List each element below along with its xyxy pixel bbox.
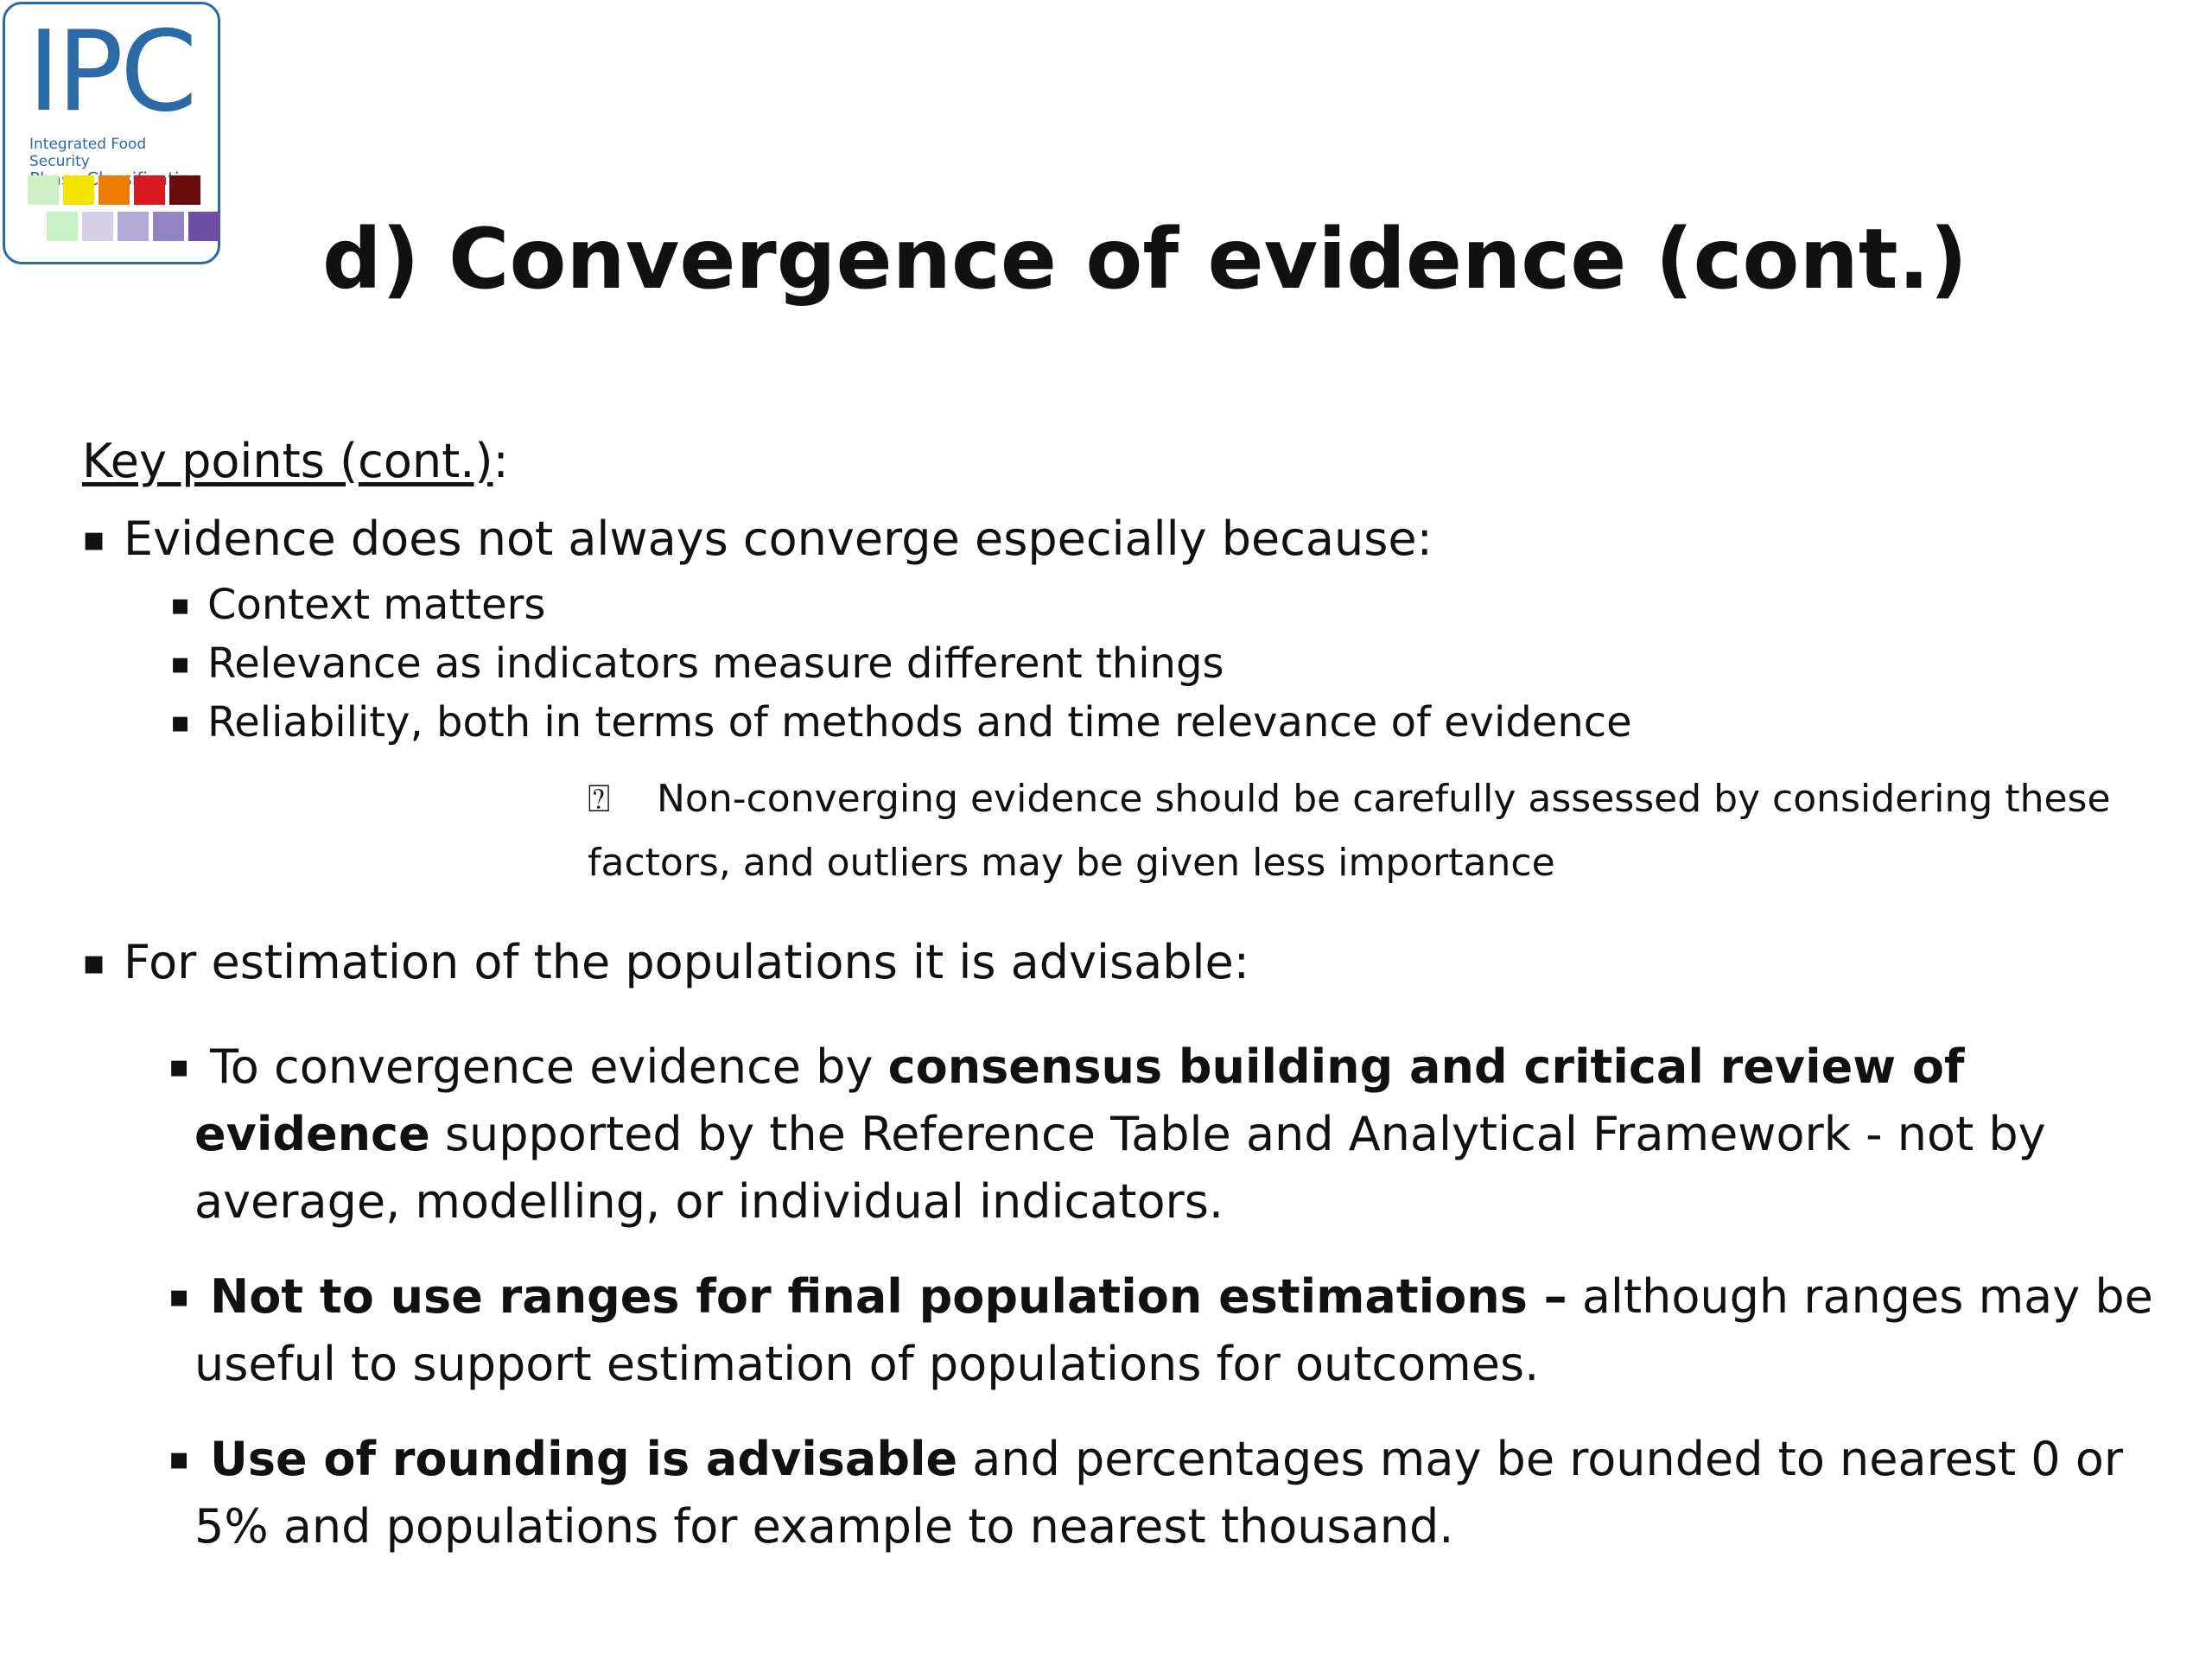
bullet: ▪ <box>168 1279 190 1314</box>
note-text: Non-converging evidence should be carefully assessed by considering these factors, and outliers may be given less importance <box>588 777 2111 885</box>
point-2-sub-3 <box>82 1426 2182 1560</box>
missing-glyph-icon: ⍰ <box>588 777 611 821</box>
phase-swatch <box>63 175 94 205</box>
key-points-heading <box>82 432 2182 491</box>
bullet: ▪ <box>168 1441 190 1477</box>
sub-text: Reliability, both in terms of methods and time relevance of evidence <box>207 698 1632 747</box>
sub-bold: Not to use ranges for final population estimations – <box>210 1269 1567 1324</box>
sub-text: Relevance as indicators measure different things <box>207 639 1224 688</box>
phase-swatch <box>99 175 130 205</box>
bullet: ▪ <box>170 705 191 740</box>
point-1-note <box>588 767 2182 895</box>
bullet: ▪ <box>170 646 191 681</box>
point-2-sub-1 <box>82 1033 2182 1236</box>
logo-wordmark: IPC <box>28 8 194 137</box>
key-points-heading-text: Key points (cont.) <box>82 434 493 488</box>
point-1-sub-2 <box>82 634 2182 693</box>
bullet: ▪ <box>82 519 106 559</box>
point-2-sub-2 <box>82 1263 2182 1398</box>
phase-swatch <box>169 175 200 205</box>
point-2 <box>82 933 2182 992</box>
key-points-heading-colon: : <box>493 434 509 488</box>
point-1 <box>82 510 2182 569</box>
bullet: ▪ <box>82 943 106 982</box>
sub-pre: To convergence evidence by <box>210 1039 888 1094</box>
logo-subtitle-line1: Integrated Food Security <box>29 136 147 170</box>
spacer <box>82 999 2182 1033</box>
point-1-text: Evidence does not always converge especially because: <box>124 512 1433 566</box>
sub-post: supported by the Reference Table and Analytical Framework - not by average, modelling, or individual indicators. <box>194 1107 2046 1229</box>
slide-title: d) Convergence of evidence (cont.) <box>321 211 1968 308</box>
sub-bold: consensus building and critical review of evidence <box>194 1039 1965 1161</box>
point-2-text: For estimation of the populations it is advisable: <box>124 935 1249 989</box>
phase-swatch <box>134 175 165 205</box>
bullet: ▪ <box>168 1049 190 1084</box>
bullet: ▪ <box>170 588 191 622</box>
slide-body <box>82 432 2182 1588</box>
sub-bold: Use of rounding is advisable <box>210 1432 958 1486</box>
sub-text: Context matters <box>207 581 546 629</box>
sub-post: and percentages may be rounded to nearest 0 or 5% and populations for example to nearest thousand. <box>194 1432 2124 1554</box>
phase-swatch <box>28 175 59 205</box>
point-1-sub-3 <box>82 693 2182 752</box>
swatch-row-1 <box>28 175 219 205</box>
sub-post: although ranges may be useful to support estimation of populations for outcomes. <box>194 1269 2153 1391</box>
point-1-sub-1 <box>82 575 2182 634</box>
